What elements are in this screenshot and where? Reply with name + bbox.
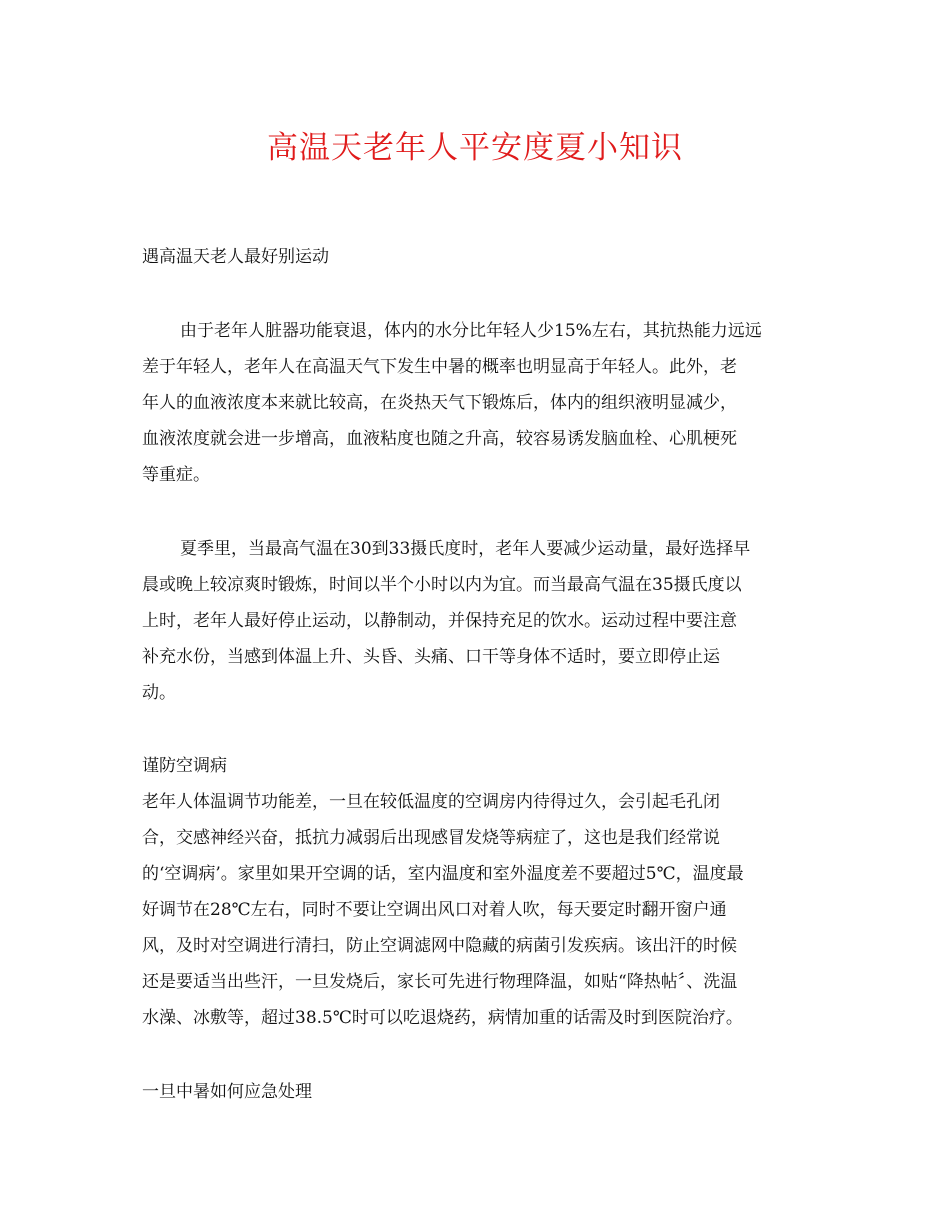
paragraph-line: 老年人体温调节功能差，一旦在较低温度的空调房内待得过久，会引起毛孔闭	[142, 792, 720, 812]
paragraph-line: 的‘空调病’。家里如果开空调的话，室内温度和室外温度差不要超过5℃，温度最	[142, 864, 744, 884]
paragraph-line: 风，及时对空调进行清扫，防止空调滤网中隐藏的病菌引发疾病。该出汗的时候	[142, 936, 737, 956]
paragraph-line: 晨或晚上较凉爽时锻炼，时间以半个小时以内为宜。而当最高气温在35摄氏度以	[142, 575, 742, 595]
paragraph-line: 等重症。	[142, 465, 210, 485]
paragraph-line: 血液浓度就会进一步增高，血液粘度也随之升高，较容易诱发脑血栓、心肌梗死	[142, 429, 737, 449]
paragraph-line: 上时，老年人最好停止运动，以静制动，并保持充足的饮水。运动过程中要注意	[142, 611, 737, 631]
paragraph-line: 年人的血液浓度本来就比较高，在炎热天气下锻炼后，体内的组织液明显减少，	[142, 393, 737, 413]
paragraph-line: 好调节在28℃左右，同时不要让空调出风口对着人吹，每天要定时翻开窗户通	[142, 900, 727, 920]
paragraph-line: 合，交感神经兴奋，抵抗力减弱后出现感冒发烧等病症了，这也是我们经常说	[142, 828, 720, 848]
paragraph-line: 由于老年人脏器功能衰退，体内的水分比年轻人少15%左右，其抗热能力远远	[180, 321, 762, 341]
paragraph-line: 补充水份，当感到体温上升、头昏、头痛、口干等身体不适时，要立即停止运	[142, 647, 720, 667]
paragraph-line: 夏季里，当最高气温在30到33摄氏度时，老年人要减少运动量，最好选择早	[180, 539, 751, 559]
section-heading-ac: 谨防空调病	[142, 756, 227, 776]
paragraph-line: 动。	[142, 683, 176, 703]
paragraph-line: 差于年轻人，老年人在高温天气下发生中暑的概率也明显高于年轻人。此外，老	[142, 357, 737, 377]
paragraph-line: 还是要适当出些汗，一旦发烧后，家长可先进行物理降温，如贴“降热帖〞、洗温	[142, 972, 738, 992]
paragraph-line: 水澡、冰敷等，超过38.5℃时可以吃退烧药，病情加重的话需及时到医院治疗。	[142, 1008, 743, 1028]
section-heading-exercise: 遇高温天老人最好别运动	[142, 247, 329, 267]
section-heading-heatstroke: 一旦中暑如何应急处理	[142, 1082, 312, 1102]
document-title: 高温天老年人平安度夏小知识	[267, 130, 683, 166]
